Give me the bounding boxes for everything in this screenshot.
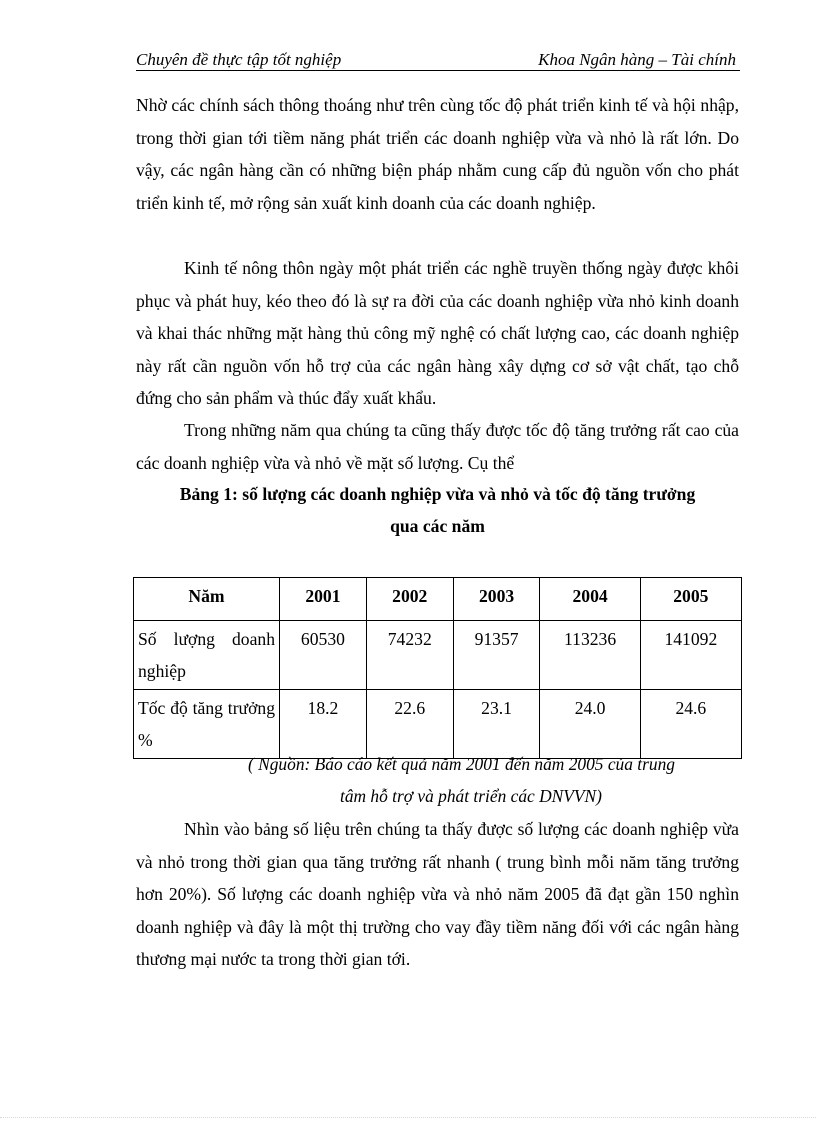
header-cell-year: 2002 — [366, 578, 453, 621]
table-cell: 91357 — [453, 621, 540, 690]
header-cell-year: 2001 — [280, 578, 367, 621]
row-label: Số lượng doanh nghiệp — [134, 621, 280, 690]
table-cell: 141092 — [640, 621, 741, 690]
table-caption-line1: Bảng 1: số lượng các doanh nghiệp vừa và nhỏ và tốc độ tăng trưởng — [179, 484, 696, 504]
table-cell: 24.0 — [540, 690, 640, 759]
table-cell: 60530 — [280, 621, 367, 690]
header-right-text: Khoa Ngân hàng – Tài chính — [538, 50, 736, 69]
row-label: Tốc độ tăng trưởng % — [134, 690, 280, 759]
header-cell-year-label: Năm — [134, 578, 280, 621]
table-row — [134, 690, 742, 759]
table-cell: 113236 — [540, 621, 640, 690]
table-cell: 24.6 — [640, 690, 741, 759]
header-cell-year: 2005 — [640, 578, 741, 621]
page-header — [136, 48, 740, 71]
table-cell: 74232 — [366, 621, 453, 690]
paragraph-1: Nhờ các chính sách thông thoáng như trên cùng tốc độ phát triển kinh tế và hội nhập, trong thời gian tới tiềm năng phát triển các doanh nghiệp vừa và nhỏ là rất lớn. Do vậy, các ngân hàng cần có những biện pháp nhằm cung cấp đủ nguồn vốn cho phát triển kinh tế, mở rộng sản xuất kinh doanh của các doanh nghiệp. — [136, 95, 739, 213]
page-bottom-divider — [0, 1117, 816, 1118]
source-note-line2: tâm hỗ trợ và phát triển các DNVVN) — [340, 786, 602, 806]
table-cell: 18.2 — [280, 690, 367, 759]
source-note-line1: ( Nguồn: Báo cáo kết quả năm 2001 đến năm 2005 của trung — [248, 754, 675, 774]
table-cell: 22.6 — [366, 690, 453, 759]
table-caption-line2: qua các năm — [390, 516, 485, 536]
paragraph-3: Trong những năm qua chúng ta cũng thấy được tốc độ tăng trưởng rất cao của các doanh nghiệp vừa và nhỏ về mặt số lượng. Cụ thể — [136, 420, 739, 473]
header-cell-year: 2003 — [453, 578, 540, 621]
header-left-text: Chuyên đề thực tập tốt nghiệp — [136, 50, 342, 69]
conclusion-paragraph: Nhìn vào bảng số liệu trên chúng ta thấy được số lượng các doanh nghiệp vừa và nhỏ trong thời gian qua tăng trưởng rất nhanh ( trung bình mỗi năm tăng trưởng hơn 20%). Số lượng các doanh nghiệp vừa và nhỏ năm 2005 đã đạt gần 150 nghìn doanh nghiệp và đây là một thị trường cho vay đầy tiềm năng đối với các ngân hàng thương mại nước ta trong thời gian tới. — [136, 819, 739, 969]
sme-growth-table — [133, 577, 742, 759]
table-header-row — [134, 578, 742, 621]
table-cell: 23.1 — [453, 690, 540, 759]
paragraph-2: Kinh tế nông thôn ngày một phát triển các nghề truyền thống ngày được khôi phục và phát huy, kéo theo đó là sự ra đời của các doanh nghiệp vừa nhỏ kinh doanh và khai thác những mặt hàng thủ công mỹ nghệ có chất lượng cao, các doanh nghiệp này rất cần nguồn vốn hỗ trợ của các ngân hàng xây dựng cơ sở vật chất, tạo chỗ đứng cho sản phẩm và thúc đẩy xuất khẩu. — [136, 258, 739, 408]
table-row — [134, 621, 742, 690]
header-cell-year: 2004 — [540, 578, 640, 621]
